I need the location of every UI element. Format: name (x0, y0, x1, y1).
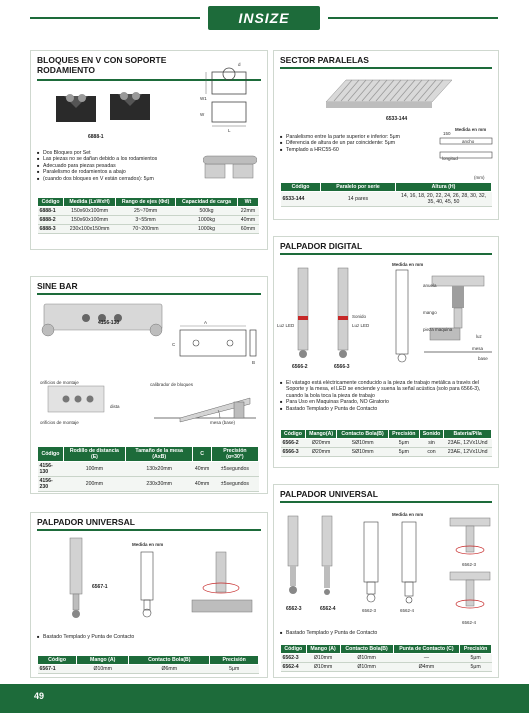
parallels-product-image (322, 74, 452, 114)
universal-left-title-rule (37, 529, 261, 531)
table-cell: 40mm (193, 462, 211, 477)
table-cell: 5μm (388, 448, 419, 457)
paralelas-dim-longitud: longitud (442, 156, 458, 161)
table-cell: 6566-3 (281, 448, 306, 457)
table-row (281, 439, 492, 448)
table-cell: 60mm (237, 225, 258, 234)
universal-right-bullets (280, 630, 492, 636)
paralelas-bullet: ■ Templado a HRC55-60 (280, 147, 430, 153)
digital-callout: base (478, 356, 488, 361)
page-number: 49 (34, 691, 45, 701)
table-header: Wt (237, 198, 258, 207)
digital-probes-image (290, 264, 370, 362)
table-header: Rango de ejes (Φd) (116, 198, 176, 207)
table-cell: 6562-3 (281, 654, 307, 663)
digital-dimension-drawing (388, 268, 418, 364)
universal-right-code: 6562-3 (362, 608, 377, 613)
universal-right-code: 6562-3 (462, 562, 477, 567)
table-cell: 130x20mm (125, 462, 192, 477)
table-header: Paralelo por serie (321, 183, 396, 192)
table-header: Sonido (419, 430, 444, 439)
universal-right-code: 6562-4 (400, 608, 415, 613)
universal-right-measure-label: Medida en mm (392, 512, 424, 517)
digital-code: 6566-2 (292, 364, 308, 370)
vblock-product-image (50, 84, 160, 130)
table-header: Precisión (210, 656, 259, 665)
sinebar-dim-b: B (252, 360, 256, 365)
sinebar-callout: orificios de montaje (40, 420, 79, 425)
paralelas-unit-note: (mm) (474, 175, 485, 180)
paralelas-title-rule (280, 67, 492, 69)
table-header: Altura (H) (396, 183, 492, 192)
table-cell: 40mm (237, 216, 258, 225)
universal-left-bullets (37, 634, 259, 640)
table-cell: con (419, 448, 444, 457)
table-header: Código (38, 656, 77, 665)
table-cell: 6533-144 (281, 192, 321, 207)
table-cell: 5μm (460, 654, 492, 663)
digital-bullet: ■ El vástago está eléctricamente conducido a la pieza de trabajo metálica a través del Soporte y la mesa, el LED se enciende y suena la señal acústica (solo para 6566-3), cuando la bola toca la pieza de trabajo (280, 380, 492, 399)
table-cell: 100mm (63, 462, 125, 477)
table-cell: 500kg (176, 207, 238, 216)
table-row (281, 192, 492, 207)
table-cell: 230x100x150mm (64, 225, 116, 234)
table-header-row (38, 198, 259, 207)
table-header-row (281, 645, 492, 654)
table-cell: 22mm (237, 207, 258, 216)
dim-label-d: d (238, 62, 241, 67)
table-header: Código (38, 447, 64, 462)
table-cell: Ø10mm (306, 654, 340, 663)
table-row (281, 448, 492, 457)
table-header: Mango(A) (305, 430, 336, 439)
table-header: Precisión (388, 430, 419, 439)
bloques-table (37, 197, 259, 234)
universal-right-usage-drawing-bottom (446, 568, 494, 618)
table-header-row (38, 447, 259, 462)
digital-callout: luz (476, 334, 482, 339)
table-cell: 14 pares (321, 192, 396, 207)
table-cell: SØ10mm (337, 439, 389, 448)
table-header: Contacto Bola(B) (340, 645, 393, 654)
table-cell: 6888-2 (38, 216, 64, 225)
universal-left-probe-image (64, 536, 88, 620)
table-header: Código (281, 645, 307, 654)
paralelas-measure-label: Medida en mm (455, 127, 487, 132)
header-rule-right (328, 17, 498, 19)
dim-label-l: L (228, 128, 231, 133)
bloques-bullet: ■ Adecuado para piezas pesadas (37, 163, 197, 169)
digital-code: 6566-3 (334, 364, 350, 370)
vblock-dimension-drawing (198, 62, 260, 132)
table-header: Mango (A) (77, 656, 129, 665)
table-row (38, 462, 259, 477)
sinebar-callout: orificios de montaje (40, 380, 79, 385)
bloques-bullet: ■ Dos Bloques por Set (37, 150, 197, 156)
universal-left-usage-drawing (186, 550, 258, 618)
sinebar-callout: calibrador de bloques (150, 382, 194, 387)
universal-left-dimension-drawing (130, 550, 164, 618)
paralelas-title: SECTOR PARALELAS (280, 55, 369, 65)
table-header: Batería/Pila (444, 430, 492, 439)
header-rule-left (30, 17, 200, 19)
table-row (281, 654, 492, 663)
table-cell: ±5segundos (211, 462, 258, 477)
universal-right-bullet: ■ Bastado Templado y Punta de Contacto (280, 630, 492, 636)
table-header: Tamaño de la mesa (AxB) (125, 447, 192, 462)
digital-title-rule (280, 253, 492, 255)
table-header-row (281, 430, 492, 439)
table-cell: — (393, 654, 460, 663)
universal-right-dimension-drawing (356, 520, 432, 606)
table-cell: Ø4mm (393, 663, 460, 672)
sinebar-product-image (38, 300, 166, 338)
paralelas-table (280, 182, 492, 207)
table-row (38, 665, 259, 674)
table-cell: 200mm (63, 477, 125, 492)
table-header-row (38, 656, 259, 665)
universal-left-bullet: ■ Bastado Templado y Punta de Contacto (37, 634, 259, 640)
table-cell: 5μm (460, 663, 492, 672)
vblock-usage-image (203, 142, 257, 182)
universal-right-usage-drawing-top (446, 514, 494, 564)
table-row (38, 207, 259, 216)
table-header: Código (281, 430, 306, 439)
table-row (281, 663, 492, 672)
table-header: Código (38, 198, 64, 207)
table-cell: Ø20mm (305, 448, 336, 457)
bloques-bullets (37, 150, 197, 182)
table-cell: 23AE, 12Vx1Und (444, 439, 492, 448)
brand-logo: INSIZE (208, 6, 320, 30)
table-cell: Ø10mm (340, 654, 393, 663)
dim-label-w1: W1 (200, 96, 207, 101)
table-header: Contacto Bola(B) (129, 656, 210, 665)
digital-measure-label: Medida en mm (392, 262, 424, 267)
paralelas-dim-ancho: ancho (462, 139, 475, 144)
paralelas-bullet: ■ Diferencia de altura de un par coincidente: 5μm (280, 140, 430, 146)
table-cell: 4156-230 (38, 477, 64, 492)
sinebar-dim-a: A (204, 320, 208, 325)
table-cell: 6562-4 (281, 663, 307, 672)
table-cell: 70~200mm (116, 225, 176, 234)
bloques-image-code: 6888-1 (88, 134, 104, 140)
table-cell: 25~70mm (116, 207, 176, 216)
bloques-bullet: ■ Las piezas no se dañan debido a los rodamientos (37, 156, 197, 162)
universal-right-title: PALPADOR UNIVERSAL (280, 489, 378, 499)
table-cell: Ø20mm (305, 439, 336, 448)
paralelas-dim-150: 150 (443, 131, 451, 136)
table-header: Código (281, 183, 321, 192)
digital-callout: mango (423, 310, 437, 315)
universal-right-code: 6562-3 (286, 606, 302, 612)
digital-callout: Sonido (352, 314, 367, 319)
table-cell: 6888-1 (38, 207, 64, 216)
table-cell: 23AE, 12Vx1Und (444, 448, 492, 457)
table-cell: ±5segundos (211, 477, 258, 492)
universal-right-code: 6562-4 (462, 620, 477, 625)
table-cell: 5μm (388, 439, 419, 448)
table-header: Mango (A) (306, 645, 340, 654)
bloques-bullet: ■ Paralelismo de rodamientos a abajo (37, 169, 197, 175)
table-row (38, 225, 259, 234)
table-cell: Ø10mm (306, 663, 340, 672)
digital-callout: Luz LED (277, 323, 295, 328)
table-cell: 6888-3 (38, 225, 64, 234)
table-header: Contacto Bola(B) (337, 430, 389, 439)
digital-callout: Luz LED (352, 323, 370, 328)
universal-left-table (37, 655, 259, 674)
digital-bullets (280, 380, 492, 412)
table-header: C (193, 447, 211, 462)
table-cell: Ø10mm (77, 665, 129, 674)
table-row (38, 216, 259, 225)
paralelas-image-code: 6533-144 (386, 116, 408, 122)
page-footer (0, 684, 529, 713)
dim-label-w: W (200, 112, 205, 117)
table-header: Capacidad de carga (176, 198, 238, 207)
universal-right-code: 6562-4 (320, 606, 336, 612)
bloques-bullet: ■ (cuando dos bloques en V están cerrados): 5μm (37, 176, 197, 182)
sinebar-image-code: 4156-130 (98, 320, 120, 326)
universal-left-measure-label: Medida en mm (132, 542, 164, 547)
table-cell: 1000kg (176, 216, 238, 225)
table-header: Punta de Contacto (C) (393, 645, 460, 654)
universal-right-probes-image (282, 514, 342, 606)
table-header: Medida (LxWxH) (64, 198, 116, 207)
table-cell: 1000kg (176, 225, 238, 234)
digital-callout: pieza maquina (423, 327, 453, 332)
table-cell: 14, 16, 18, 20, 22, 24, 26, 28, 30, 32, 35, 40, 45, 50 (396, 192, 492, 207)
sinebar-title: SINE BAR (37, 281, 78, 291)
bloques-title: BLOQUES EN V CON SOPORTE RODAMIENTO (37, 55, 167, 75)
table-cell: 150x60x100mm (64, 207, 116, 216)
paralelas-bullet: ■ Paralelismo entre la parte superior e inferior: 5μm (280, 134, 430, 140)
table-cell: 3~55mm (116, 216, 176, 225)
table-header: Rodillo de distancia (E) (63, 447, 125, 462)
table-row (38, 477, 259, 492)
digital-callout: anuela (423, 283, 437, 288)
paralelas-bullets (280, 134, 430, 153)
table-cell: 6566-2 (281, 439, 306, 448)
table-header-row (281, 183, 492, 192)
table-cell: 5μm (210, 665, 259, 674)
universal-right-table (280, 644, 492, 672)
table-cell: Ø6mm (129, 665, 210, 674)
sinebar-callout: dista (110, 404, 120, 409)
universal-right-title-rule (280, 501, 492, 503)
table-cell: 150x60x100mm (64, 216, 116, 225)
table-cell: 40mm (193, 477, 211, 492)
table-cell: 230x30mm (125, 477, 192, 492)
table-header: Precisión (α=30°) (211, 447, 258, 462)
sinebar-dimension-drawing (170, 320, 260, 368)
digital-title: PALPADOR DIGITAL (280, 241, 363, 251)
sinebar-title-rule (37, 293, 261, 295)
digital-callout: mesa (472, 346, 484, 351)
digital-table (280, 429, 492, 457)
digital-bullet: ■ Para Uso en Maquinas Parado, NO Giratorio (280, 399, 492, 405)
digital-bullet: ■ Bastado Templado y Punta de Contacto (280, 406, 492, 412)
table-cell: 6567-1 (38, 665, 77, 674)
universal-left-image-code: 6567-1 (92, 584, 108, 590)
table-cell: Ø10mm (340, 663, 393, 672)
sinebar-callout: mesa (base) (210, 420, 236, 425)
table-cell: 4156-130 (38, 462, 64, 477)
universal-left-title: PALPADOR UNIVERSAL (37, 517, 135, 527)
sinebar-dim-c: C (172, 342, 176, 347)
sinebar-table (37, 446, 259, 492)
table-header: Precisión (460, 645, 492, 654)
table-cell: SØ10mm (337, 448, 389, 457)
table-cell: sin (419, 439, 444, 448)
